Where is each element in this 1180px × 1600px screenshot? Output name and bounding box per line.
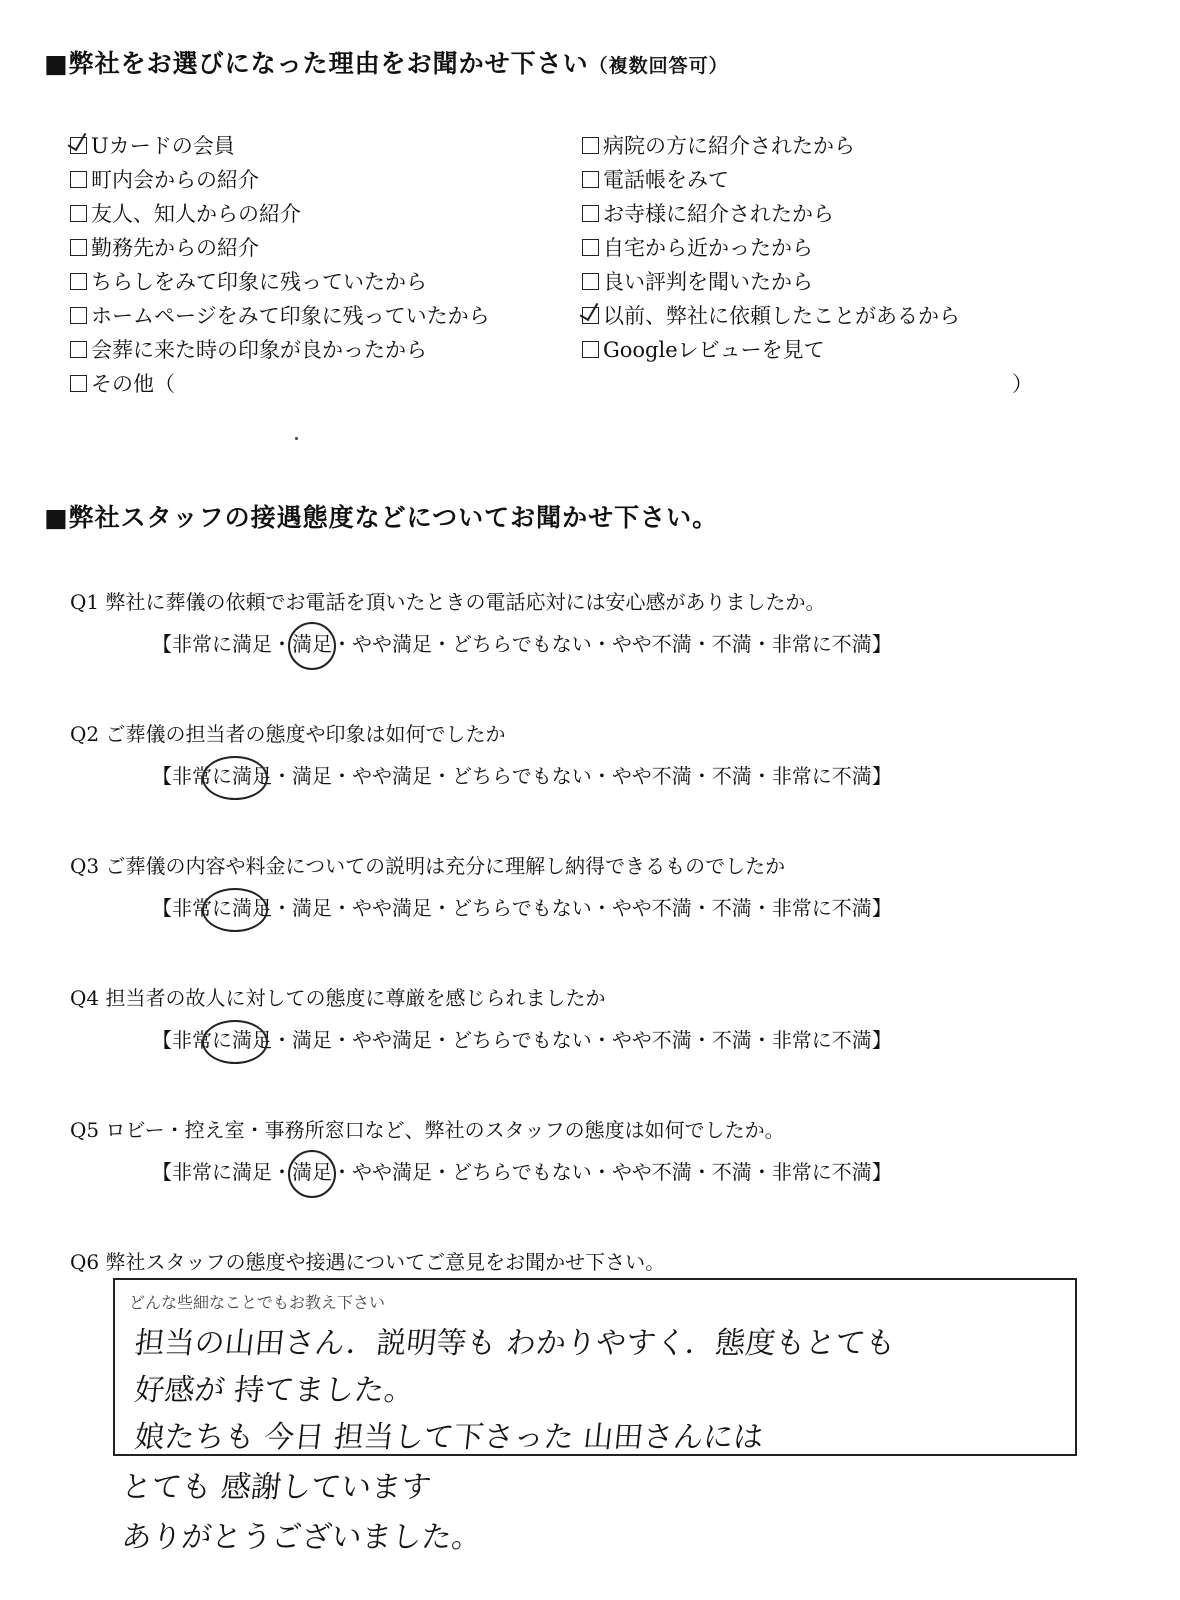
reason-checkbox[interactable] <box>582 130 855 160</box>
reason-label: Googleレビューを見て <box>603 338 825 362</box>
rating-scale-q5[interactable] <box>152 1156 892 1185</box>
scale-bracket-close: 】 <box>871 1160 892 1184</box>
rating-option-0[interactable]: 非常に満足 <box>172 632 272 656</box>
scale-separator: ・ <box>272 632 292 656</box>
reason-checkbox[interactable] <box>70 300 490 330</box>
rating-option-1[interactable]: 満足 <box>292 1160 332 1184</box>
rating-option-2[interactable]: やや満足 <box>352 1028 432 1052</box>
scale-bracket-open: 【 <box>152 1028 172 1052</box>
reason-checkbox[interactable] <box>582 266 813 296</box>
scale-separator: ・ <box>751 632 772 656</box>
question-q3: Q3 ご葬儀の内容や料金についての説明は充分に理解し納得できるものでしたか <box>70 854 786 878</box>
scale-bracket-open: 【 <box>152 1160 172 1184</box>
rating-option-6[interactable]: 非常に不満 <box>771 632 872 656</box>
rating-option-3[interactable]: どちらでもない <box>452 1028 592 1052</box>
other-label: その他（ <box>91 372 175 396</box>
rating-option-1[interactable]: 満足 <box>292 632 332 656</box>
rating-option-2[interactable]: やや満足 <box>352 1160 432 1184</box>
rating-option-4[interactable]: やや不満 <box>611 896 692 920</box>
checkbox-checked-icon <box>582 307 599 324</box>
reason-checkbox[interactable] <box>582 232 813 262</box>
rating-option-5[interactable]: 不満 <box>711 896 752 920</box>
reason-label: 勤務先からの紹介 <box>91 236 259 260</box>
rating-scale-q3[interactable] <box>152 892 892 921</box>
section1-title <box>44 44 729 80</box>
checkbox-icon <box>582 239 599 256</box>
scale-separator: ・ <box>332 632 352 656</box>
scale-separator: ・ <box>591 764 612 788</box>
selected-circle-mark <box>288 622 336 670</box>
section1-title-text: ■弊社をお選びになった理由をお聞かせ下さい <box>44 49 589 78</box>
reason-label: 電話帳をみて <box>603 168 729 192</box>
rating-option-1[interactable]: 満足 <box>292 764 332 788</box>
handwritten-line: ありがとうございました。 <box>119 1520 484 1555</box>
rating-option-2[interactable]: やや満足 <box>352 632 432 656</box>
rating-option-2[interactable]: やや満足 <box>352 764 432 788</box>
scale-separator: ・ <box>691 1160 712 1184</box>
reason-checkbox[interactable] <box>582 198 834 228</box>
scale-separator: ・ <box>691 764 712 788</box>
question-q1: Q1 弊社に葬儀の依頼でお電話を頂いたときの電話応対には安心感がありましたか。 <box>70 590 826 614</box>
rating-option-2[interactable]: やや満足 <box>352 896 432 920</box>
scale-separator: ・ <box>332 1028 352 1052</box>
other-close-paren: ） <box>1012 372 1033 396</box>
scale-separator: ・ <box>332 1160 352 1184</box>
rating-option-5[interactable]: 不満 <box>711 632 752 656</box>
scale-separator: ・ <box>691 896 712 920</box>
scale-separator: ・ <box>591 1028 612 1052</box>
rating-option-0[interactable]: 非常に満足 <box>172 896 272 920</box>
reason-checkbox[interactable] <box>70 130 235 160</box>
scale-separator: ・ <box>332 896 352 920</box>
scale-separator: ・ <box>591 632 612 656</box>
rating-option-4[interactable]: やや不満 <box>611 764 692 788</box>
rating-scale-q1[interactable] <box>152 628 892 657</box>
reason-label: 以前、弊社に依頼したことがあるから <box>603 304 960 328</box>
reason-checkbox[interactable] <box>582 334 825 364</box>
checkbox-icon <box>70 171 87 188</box>
section2-title: ■弊社スタッフの接遇態度などについてお聞かせ下さい。 <box>44 503 719 532</box>
reason-checkbox[interactable] <box>70 334 427 364</box>
scale-separator: ・ <box>432 1028 452 1052</box>
checkbox-icon <box>70 239 87 256</box>
scale-separator: ・ <box>432 896 452 920</box>
checkbox-icon <box>70 205 87 222</box>
scale-separator: ・ <box>332 764 352 788</box>
handwritten-line: 娘たちも 今日 担当して下さった 山田さんには <box>132 1420 766 1455</box>
reason-checkbox[interactable] <box>582 164 729 194</box>
scale-separator: ・ <box>591 896 612 920</box>
rating-option-5[interactable]: 不満 <box>711 1160 752 1184</box>
reason-label: ちらしをみて印象に残っていたから <box>91 270 427 294</box>
selected-circle-mark <box>202 756 268 800</box>
scale-bracket-close: 】 <box>871 764 892 788</box>
rating-option-6[interactable]: 非常に不満 <box>771 896 872 920</box>
question-q4: Q4 担当者の故人に対しての態度に尊厳を感じられましたか <box>70 986 606 1010</box>
scale-separator: ・ <box>751 764 772 788</box>
handwritten-line: 担当の山田さん．説明等も わかりやすく．態度もとても <box>132 1326 898 1361</box>
scale-bracket-open: 【 <box>152 896 172 920</box>
section1-note: （複数回答可） <box>588 55 729 77</box>
checkbox-checked-icon <box>70 137 87 154</box>
scale-separator: ・ <box>691 1028 712 1052</box>
checkbox-icon <box>582 171 599 188</box>
checkbox-icon <box>582 137 599 154</box>
rating-option-1[interactable]: 満足 <box>292 1028 332 1052</box>
rating-option-5[interactable]: 不満 <box>711 1028 752 1052</box>
rating-option-3[interactable]: どちらでもない <box>452 632 592 656</box>
reason-checkbox[interactable] <box>70 232 259 262</box>
checkbox-icon <box>70 341 87 358</box>
reason-checkbox[interactable] <box>70 164 259 194</box>
checkbox-icon <box>70 307 87 324</box>
reason-checkbox[interactable] <box>582 300 960 330</box>
scale-separator: ・ <box>272 1160 292 1184</box>
checkbox-icon <box>70 375 87 392</box>
rating-scale-q2[interactable] <box>152 760 892 789</box>
checkbox-icon <box>582 273 599 290</box>
checkbox-icon <box>582 205 599 222</box>
reason-label: ホームページをみて印象に残っていたから <box>91 304 490 328</box>
rating-option-4[interactable]: やや不満 <box>611 1028 692 1052</box>
reason-label: お寺様に紹介されたから <box>603 202 834 226</box>
selected-circle-mark <box>202 1020 268 1064</box>
scale-bracket-open: 【 <box>152 632 172 656</box>
reason-label: Uカードの会員 <box>91 134 235 158</box>
selected-circle-mark <box>202 888 268 932</box>
handwritten-line: とても 感謝しています <box>119 1470 434 1505</box>
speck <box>295 437 298 440</box>
scale-separator: ・ <box>751 1028 772 1052</box>
selected-circle-mark <box>288 1150 336 1198</box>
handwritten-line: 好感が 持てました。 <box>132 1373 417 1408</box>
rating-option-4[interactable]: やや不満 <box>611 1160 692 1184</box>
rating-option-0[interactable]: 非常に満足 <box>172 1160 272 1184</box>
rating-option-1[interactable]: 満足 <box>292 896 332 920</box>
rating-option-3[interactable]: どちらでもない <box>452 896 592 920</box>
comment-prompt: どんな些細なことでもお教え下さい <box>129 1293 386 1312</box>
question-q5: Q5 ロビー・控え室・事務所窓口など、弊社のスタッフの態度は如何でしたか。 <box>70 1118 785 1142</box>
rating-option-6[interactable]: 非常に不満 <box>771 764 872 788</box>
reason-checkbox[interactable] <box>70 266 427 296</box>
rating-option-6[interactable]: 非常に不満 <box>771 1028 872 1052</box>
scale-separator: ・ <box>751 896 772 920</box>
rating-option-5[interactable]: 不満 <box>711 764 752 788</box>
rating-option-0[interactable]: 非常に満足 <box>172 764 272 788</box>
scale-bracket-open: 【 <box>152 764 172 788</box>
scale-separator: ・ <box>432 1160 452 1184</box>
rating-option-3[interactable]: どちらでもない <box>452 764 592 788</box>
rating-option-4[interactable]: やや不満 <box>611 632 692 656</box>
reason-label: 病院の方に紹介されたから <box>603 134 855 158</box>
reason-label: 会葬に来た時の印象が良かったから <box>91 338 427 362</box>
scale-separator: ・ <box>272 764 292 788</box>
rating-option-0[interactable]: 非常に満足 <box>172 1028 272 1052</box>
reason-label: 友人、知人からの紹介 <box>91 202 301 226</box>
scale-separator: ・ <box>272 1028 292 1052</box>
scale-bracket-close: 】 <box>871 1028 892 1052</box>
scale-separator: ・ <box>751 1160 772 1184</box>
rating-scale-q4[interactable] <box>152 1024 892 1053</box>
checkbox-icon <box>582 341 599 358</box>
reason-label: 良い評判を聞いたから <box>603 270 813 294</box>
reason-checkbox-other[interactable] <box>70 368 175 398</box>
reason-label: 町内会からの紹介 <box>91 168 259 192</box>
question-q6: Q6 弊社スタッフの態度や接遇についてご意見をお聞かせ下さい。 <box>70 1250 666 1274</box>
scale-separator: ・ <box>591 1160 612 1184</box>
reason-checkbox[interactable] <box>70 198 301 228</box>
scale-separator: ・ <box>272 896 292 920</box>
scale-bracket-close: 】 <box>871 632 892 656</box>
scale-separator: ・ <box>432 632 452 656</box>
rating-option-3[interactable]: どちらでもない <box>452 1160 592 1184</box>
reason-label: 自宅から近かったから <box>603 236 813 260</box>
checkbox-icon <box>70 273 87 290</box>
scale-bracket-close: 】 <box>871 896 892 920</box>
rating-option-6[interactable]: 非常に不満 <box>771 1160 872 1184</box>
scale-separator: ・ <box>691 632 712 656</box>
scale-separator: ・ <box>432 764 452 788</box>
question-q2: Q2 ご葬儀の担当者の態度や印象は如何でしたか <box>70 722 506 746</box>
